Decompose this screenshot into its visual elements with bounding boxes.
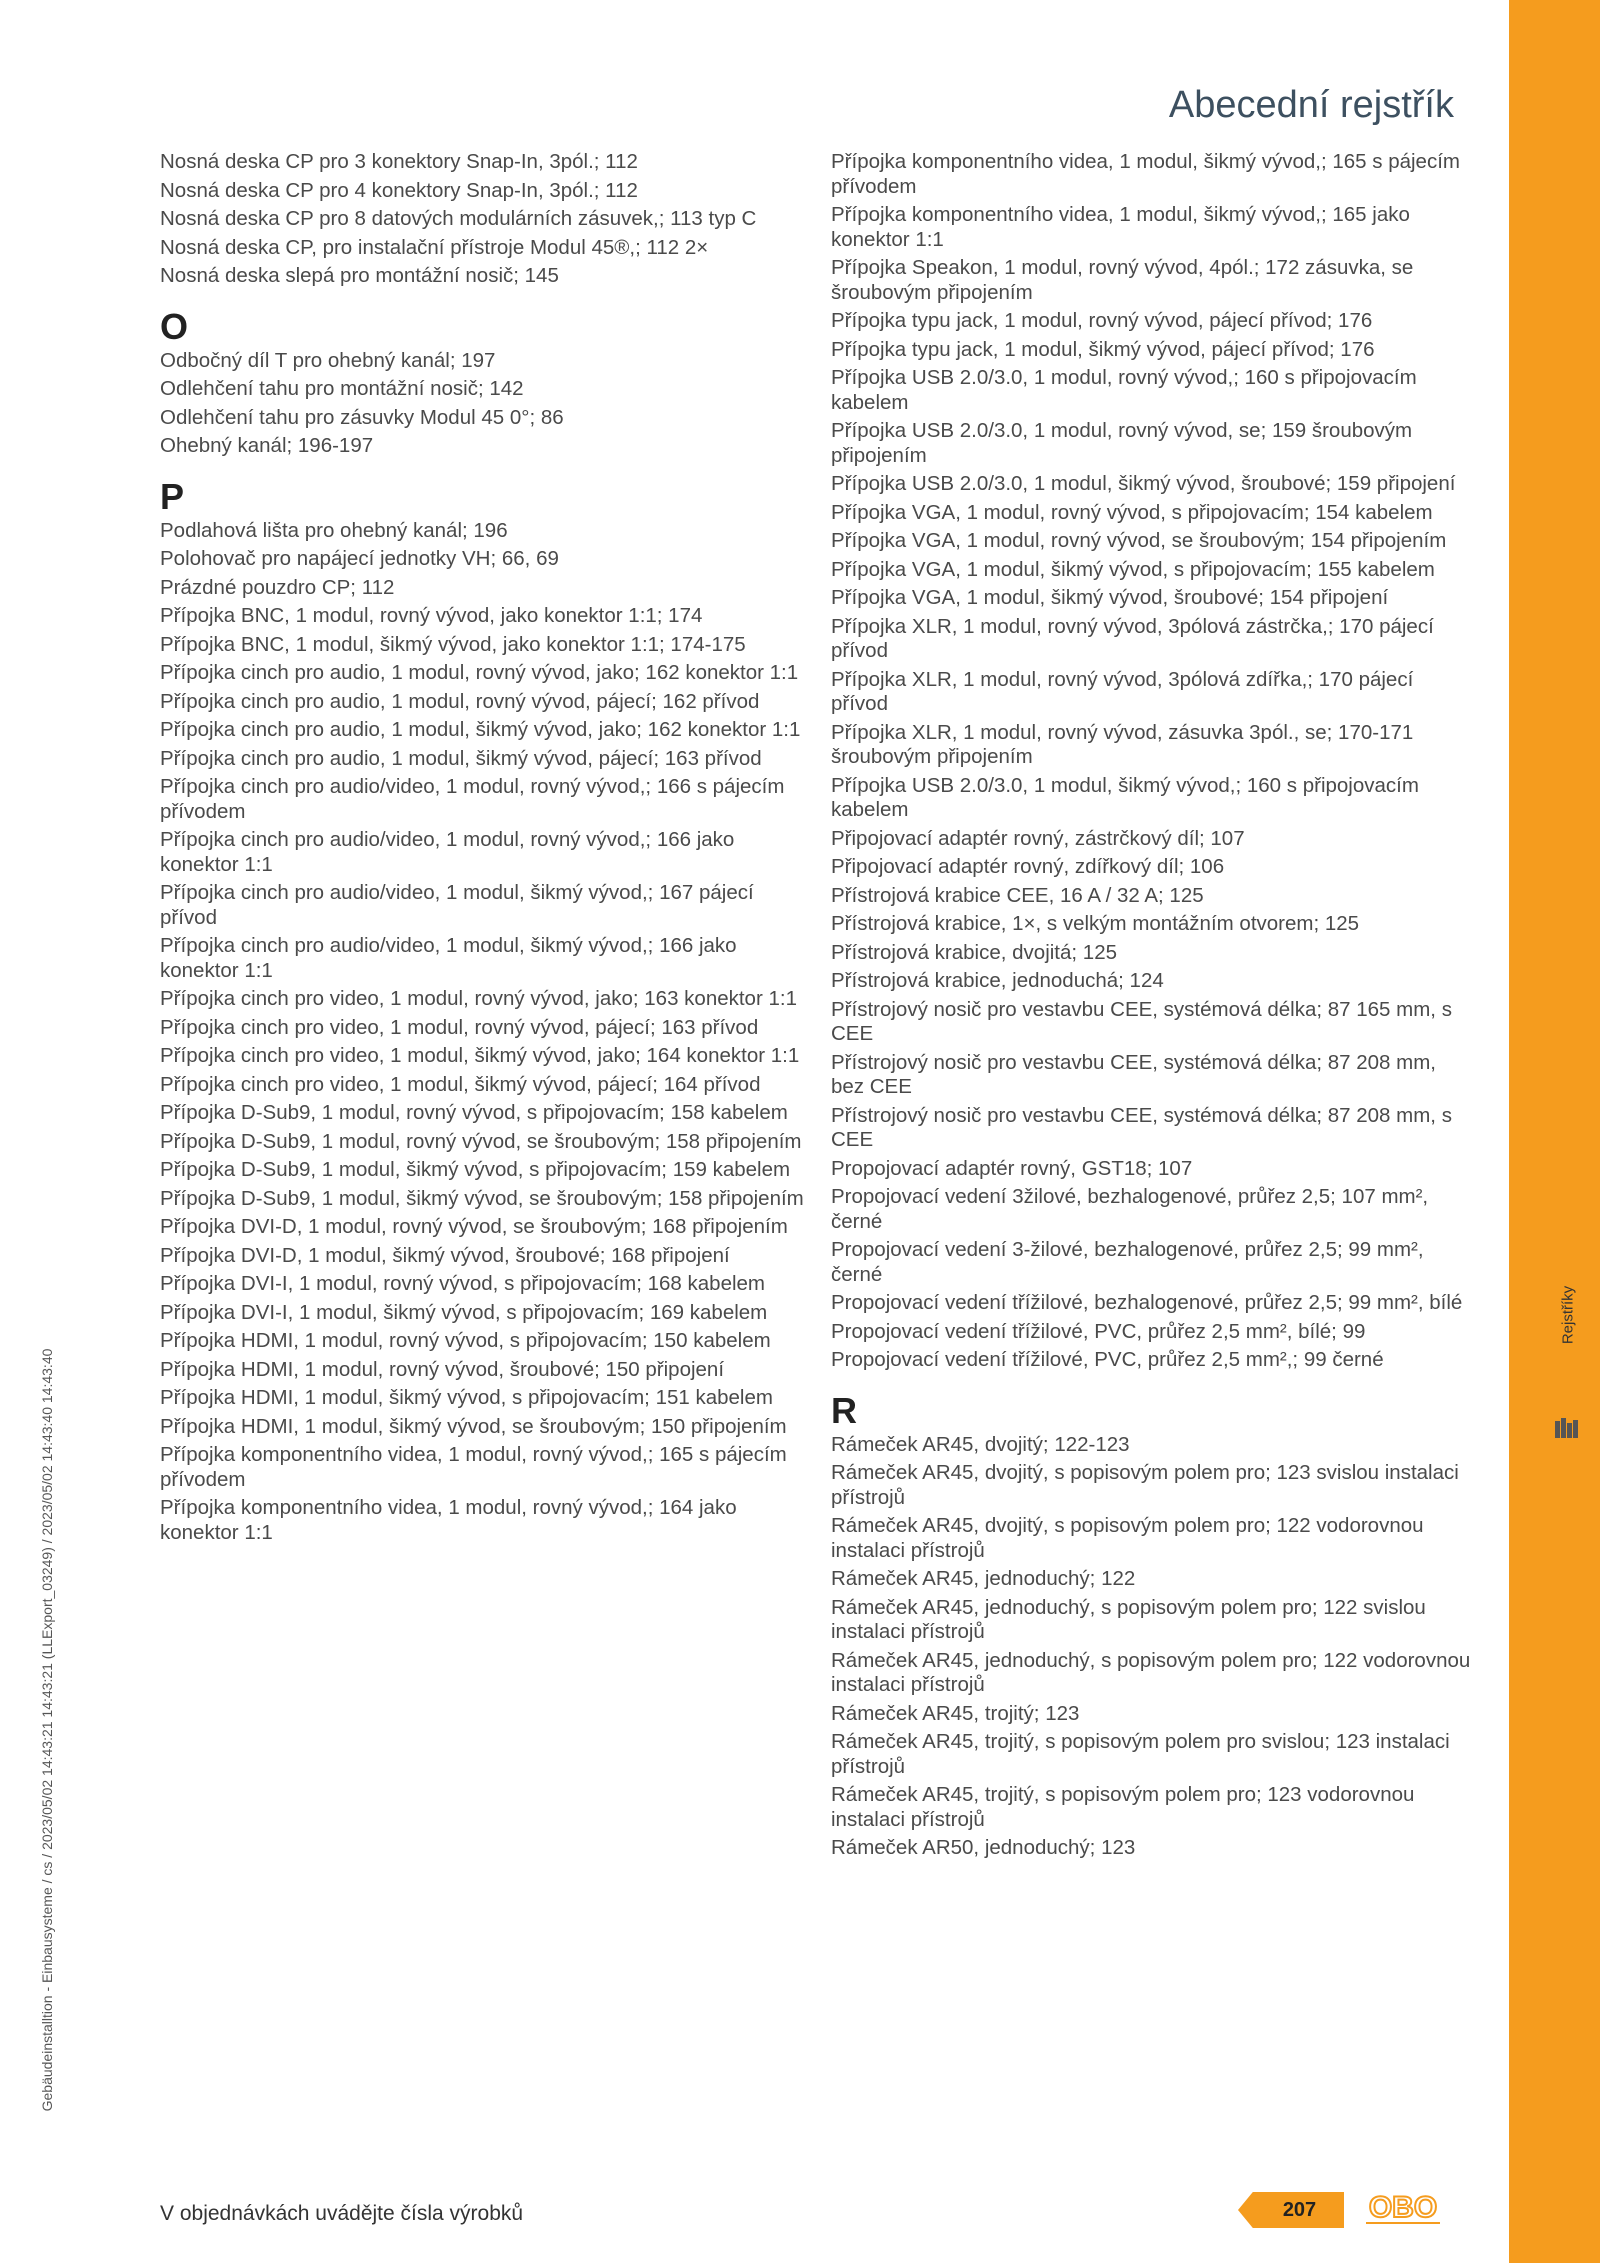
index-entry: Přípojka komponentního videa, 1 modul, šikmý vývod,; 165 s pájecím přívodem <box>831 150 1460 198</box>
index-entry: Přípojka XLR, 1 modul, rovný vývod, zásuvka 3pól., se; 170-171 šroubovým připojením <box>831 720 1414 768</box>
index-entry: Přípojka HDMI, 1 modul, šikmý vývod, s připojovacím; 151 kabelem <box>160 1386 773 1409</box>
index-entry: Přípojka Speakon, 1 modul, rovný vývod, 4pól.; 172 zásuvka, se šroubovým připojením <box>831 256 1414 304</box>
index-entry: Přípojka USB 2.0/3.0, 1 modul, šikmý vývod,; 160 s připojovacím kabelem <box>831 773 1419 821</box>
index-entry: Přípojka VGA, 1 modul, šikmý vývod, šroubové; 154 připojení <box>831 586 1389 609</box>
index-entry: Přípojka VGA, 1 modul, šikmý vývod, s připojovacím; 155 kabelem <box>831 557 1435 581</box>
index-entry: Přípojka cinch pro audio/video, 1 modul, rovný vývod,; 166 jako konektor 1:1 <box>160 828 735 876</box>
index-entry: Přípojka cinch pro audio/video, 1 modul, šikmý vývod,; 167 pájecí přívod <box>160 881 754 929</box>
index-entry: Propojovací vedení 3žilové, bezhalogenové, průřez 2,5; 107 mm², černé <box>831 1185 1429 1233</box>
svg-text:OBO: OBO <box>1368 2191 1438 2224</box>
index-entry: Přípojka D-Sub9, 1 modul, rovný vývod, s připojovacím; 158 kabelem <box>160 1101 788 1124</box>
index-entry: Nosná deska slepá pro montážní nosič; 145 <box>160 264 559 287</box>
index-entry: Přípojka HDMI, 1 modul, rovný vývod, šroubové; 150 připojení <box>160 1357 725 1381</box>
index-entry: Rámeček AR45, jednoduchý, s popisovým polem pro; 122 svislou instalaci přístrojů <box>831 1595 1426 1643</box>
index-entry: Nosná deska CP pro 3 konektory Snap-In, 3pól.; 112 <box>160 150 638 173</box>
index-entry: Podlahová lišta pro ohebný kanál; 196 <box>160 518 508 542</box>
section-letter: R <box>831 1389 857 1431</box>
index-entry: Přípojka XLR, 1 modul, rovný vývod, 3pólová zástrčka,; 170 pájecí přívod <box>831 614 1434 662</box>
index-entry: Přípojka komponentního videa, 1 modul, rovný vývod,; 164 jako konektor 1:1 <box>160 1496 737 1544</box>
index-entry: Přípojka komponentního videa, 1 modul, šikmý vývod,; 165 jako konektor 1:1 <box>831 203 1410 251</box>
index-entry: Polohovač pro napájecí jednotky VH; 66, 69 <box>160 547 559 570</box>
index-entry: Propojovací vedení třížilové, PVC, průřez 2,5 mm²,; 99 černé <box>831 1348 1384 1371</box>
index-entry: Přípojka typu jack, 1 modul, rovný vývod, pájecí přívod; 176 <box>831 309 1373 332</box>
index-entry: Připojovací adaptér rovný, zdířkový díl; 106 <box>831 855 1225 878</box>
index-entry: Ohebný kanál; 196-197 <box>160 434 374 457</box>
index-entry: Přípojka USB 2.0/3.0, 1 modul, šikmý vývod, šroubové; 159 připojení <box>831 472 1456 495</box>
index-entry: Propojovací vedení třížilové, PVC, průřez 2,5 mm², bílé; 99 <box>831 1319 1366 1343</box>
index-entry: Připojovací adaptér rovný, zástrčkový díl; 107 <box>831 826 1245 850</box>
index-entry: Přípojka VGA, 1 modul, rovný vývod, se šroubovým; 154 připojením <box>831 529 1447 552</box>
index-entry: Rámeček AR45, trojitý, s popisovým polem pro svislou; 123 instalaci přístrojů <box>831 1730 1450 1778</box>
index-entry: Přípojka D-Sub9, 1 modul, rovný vývod, se šroubovým; 158 připojením <box>160 1129 802 1153</box>
index-entry: Přístrojový nosič pro vestavbu CEE, systémová délka; 87 165 mm, s CEE <box>831 997 1452 1045</box>
index-entry: Rámeček AR45, jednoduchý, s popisovým polem pro; 122 vodorovnou instalaci přístrojů <box>831 1648 1471 1696</box>
index-entry: Přístrojový nosič pro vestavbu CEE, systémová délka; 87 208 mm, bez CEE <box>831 1050 1437 1098</box>
index-entry: Přípojka XLR, 1 modul, rovný vývod, 3pólová zdířka,; 170 pájecí přívod <box>831 667 1414 715</box>
index-entry: Přípojka USB 2.0/3.0, 1 modul, rovný vývod,; 160 s připojovacím kabelem <box>831 366 1417 414</box>
index-entry: Rámeček AR50, jednoduchý; 123 <box>831 1836 1136 1859</box>
index-entry: Přípojka cinch pro audio/video, 1 modul, šikmý vývod,; 166 jako konektor 1:1 <box>160 934 737 982</box>
index-column-left <box>160 150 810 1549</box>
index-entry: Přípojka komponentního videa, 1 modul, rovný vývod,; 165 s pájecím přívodem <box>160 1443 787 1491</box>
index-entry: Přípojka cinch pro audio, 1 modul, šikmý vývod, pájecí; 163 přívod <box>160 746 762 770</box>
index-entry: Přípojka VGA, 1 modul, rovný vývod, s připojovacím; 154 kabelem <box>831 500 1433 524</box>
side-tab-label: Rejstříky <box>1559 1285 1577 1345</box>
index-entry: Přípojka DVI-I, 1 modul, rovný vývod, s připojovacím; 168 kabelem <box>160 1272 766 1295</box>
side-accent-band <box>1509 0 1600 2263</box>
index-entry: Prázdné pouzdro CP; 112 <box>160 575 395 599</box>
index-entry: Přípojka BNC, 1 modul, šikmý vývod, jako konektor 1:1; 174-175 <box>160 632 746 656</box>
index-entry: Nosná deska CP pro 8 datových modulárních zásuvek,; 113 typ C <box>160 207 757 230</box>
index-entry: Přípojka cinch pro audio/video, 1 modul, rovný vývod,; 166 s pájecím přívodem <box>160 775 785 823</box>
footer-note: V objednávkách uvádějte čísla výrobků <box>160 2202 524 2225</box>
index-entry: Přípojka cinch pro audio, 1 modul, rovný vývod, pájecí; 162 přívod <box>160 689 760 713</box>
index-entry: Rámeček AR45, jednoduchý; 122 <box>831 1567 1136 1590</box>
index-entry: Přípojka cinch pro video, 1 modul, rovný vývod, pájecí; 163 přívod <box>160 1015 759 1039</box>
index-entry: Přístrojová krabice CEE, 16 A / 32 A; 125 <box>831 883 1204 907</box>
index-entry: Přípojka DVI-I, 1 modul, šikmý vývod, s připojovacím; 169 kabelem <box>160 1300 768 1324</box>
index-column-right <box>831 150 1471 1865</box>
index-entry: Přípojka BNC, 1 modul, rovný vývod, jako konektor 1:1; 174 <box>160 604 703 627</box>
index-entry: Propojovací adaptér rovný, GST18; 107 <box>831 1156 1193 1180</box>
index-entry: Přípojka cinch pro audio, 1 modul, rovný vývod, jako; 162 konektor 1:1 <box>160 661 799 684</box>
section-letter: O <box>160 305 189 347</box>
page-title: Abecední rejstřík <box>1168 84 1454 126</box>
index-entry: Rámeček AR45, dvojitý, s popisovým polem pro; 123 svislou instalaci přístrojů <box>831 1461 1459 1509</box>
index-entry: Odbočný díl T pro ohebný kanál; 197 <box>160 348 496 372</box>
print-metadata: Gebäudeinstalltion - Einbausysteme / cs / 2023/05/02 14:43:21 14:43:21 (LLExport_03249) / 2023/05/02 14:43:40 14:43:40 <box>39 1348 55 2112</box>
index-entry: Odlehčení tahu pro zásuvky Modul 45 0°; 86 <box>160 405 564 429</box>
index-entry: Přístrojový nosič pro vestavbu CEE, systémová délka; 87 208 mm, s CEE <box>831 1103 1452 1151</box>
section-letter: P <box>160 475 185 517</box>
index-entry: Přípojka DVI-D, 1 modul, rovný vývod, se šroubovým; 168 připojením <box>160 1215 788 1238</box>
index-entry: Přístrojová krabice, jednoduchá; 124 <box>831 969 1164 992</box>
index-entry: Přípojka DVI-D, 1 modul, šikmý vývod, šroubové; 168 připojení <box>160 1243 730 1267</box>
index-entry: Přípojka HDMI, 1 modul, rovný vývod, s připojovacím; 150 kabelem <box>160 1329 771 1352</box>
index-entry: Odlehčení tahu pro montážní nosič; 142 <box>160 377 524 400</box>
index-entry: Přípojka cinch pro audio, 1 modul, šikmý vývod, jako; 162 konektor 1:1 <box>160 718 801 741</box>
index-entry: Propojovací vedení 3-žilové, bezhalogenové, průřez 2,5; 99 mm², černé <box>831 1238 1424 1286</box>
index-entry: Přípojka cinch pro video, 1 modul, šikmý vývod, pájecí; 164 přívod <box>160 1072 761 1096</box>
index-entry: Přípojka D-Sub9, 1 modul, šikmý vývod, se šroubovým; 158 připojením <box>160 1186 804 1210</box>
index-entry: Propojovací vedení třížilové, bezhalogenové, průřez 2,5; 99 mm², bílé <box>831 1291 1463 1314</box>
index-entry: Přístrojová krabice, 1×, s velkým montážním otvorem; 125 <box>831 912 1360 935</box>
page-number: 207 <box>1282 2199 1317 2221</box>
index-entry: Rámeček AR45, dvojitý; 122-123 <box>831 1432 1130 1456</box>
index-entry: Rámeček AR45, trojitý; 123 <box>831 1701 1080 1725</box>
index-book-icon <box>1555 1418 1579 1438</box>
index-entry: Přípojka cinch pro video, 1 modul, rovný vývod, jako; 163 konektor 1:1 <box>160 987 797 1010</box>
index-entry: Přípojka typu jack, 1 modul, šikmý vývod, pájecí přívod; 176 <box>831 337 1375 361</box>
index-entry: Rámeček AR45, trojitý, s popisovým polem pro; 123 vodorovnou instalaci přístrojů <box>831 1783 1415 1831</box>
index-entry: Přípojka HDMI, 1 modul, šikmý vývod, se šroubovým; 150 připojením <box>160 1414 787 1438</box>
index-entry: Přípojka D-Sub9, 1 modul, šikmý vývod, s připojovacím; 159 kabelem <box>160 1158 791 1181</box>
index-entry: Rámeček AR45, dvojitý, s popisovým polem pro; 122 vodorovnou instalaci přístrojů <box>831 1514 1424 1562</box>
obo-logo <box>1364 2190 1442 2226</box>
index-entry: Přípojka USB 2.0/3.0, 1 modul, rovný vývod, se; 159 šroubovým připojením <box>831 419 1413 467</box>
index-entry: Přístrojová krabice, dvojitá; 125 <box>831 940 1117 964</box>
index-entry: Přípojka cinch pro video, 1 modul, šikmý vývod, jako; 164 konektor 1:1 <box>160 1044 800 1067</box>
index-entry: Nosná deska CP pro 4 konektory Snap-In, 3pól.; 112 <box>160 178 638 202</box>
index-entry: Nosná deska CP, pro instalační přístroje Modul 45®,; 112 2× <box>160 235 709 259</box>
